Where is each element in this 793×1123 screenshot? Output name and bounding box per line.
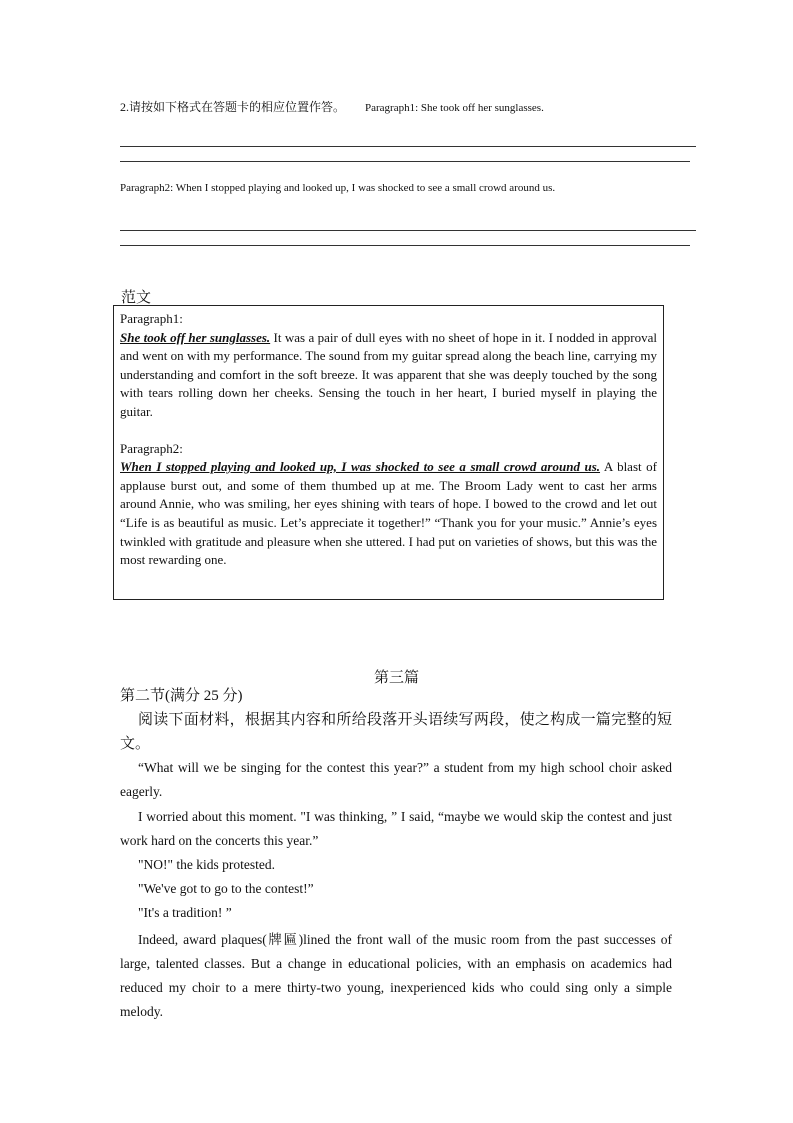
answer-line [120, 146, 696, 147]
model-p1-label: Paragraph1: [120, 311, 183, 326]
model-p2-label: Paragraph2: [120, 440, 183, 456]
part3-title: 第三篇 [373, 670, 419, 686]
story-paragraph: "NO!" the kids protested. [138, 857, 275, 873]
section-heading: 第二节(满分 25 分) [120, 688, 243, 704]
model-p1-lead: She took off her sunglasses. [120, 329, 271, 345]
part3-body [120, 684, 672, 1024]
directions: 阅读下面材料，根据其内容和所给段落开头语续写两段，使之构成一篇完整的短文。 [120, 712, 672, 753]
answer-line [120, 161, 690, 162]
story-paragraph: Indeed, award plaques(牌匾)lined the front wall of the music room from the past successes of large, talented classes. But a change in educational policies, with an emphasis on academics had reduced my choir to a mere thirty-two young, inexperienced kids who could sing only a simple melody. [120, 931, 672, 1020]
model-paragraph-1 [120, 329, 657, 422]
story-paragraph: I worried about this moment. "I was thinking, ” I said, “maybe we would skip the contest and just work hard on the concerts this year.” [120, 808, 672, 848]
story-paragraph: "We've got to go to the contest!” [138, 881, 314, 897]
answer-line [120, 230, 696, 231]
model-p1-body: It was a pair of dull eyes with no sheet of hope in it. I nodded in approval and went on with my performance. The sound from my guitar spread along the beach line, carrying my understanding and comfort in the soft breeze. It was apparent that she was deeply touched by the song with tears rolling down her cheeks. Sensing the touch in her heart, I buried myself in playing the guitar. [120, 329, 657, 419]
model-paragraph-2 [120, 458, 657, 570]
paragraph2-start: Paragraph2: When I stopped playing and looked up, I was shocked to see a small crowd around us. [120, 182, 556, 194]
model-p2-body: A blast of applause burst out, and some of them thumbed up at me. The Broom Lady went to cast her arms around Annie, who was smiling, her eyes shining with tears of hope. I bowed to the crowd and let out “Life is as beautiful as music. Let’s appreciate it together!” “Thank you for your music.” Annie’s eyes twinkled with gratitude and pleasure when she uttered. I had put on varieties of shows, but this was the most rewarding one. [120, 459, 657, 568]
answer-line [120, 245, 690, 246]
story-paragraph: "It's a tradition! ” [138, 905, 232, 921]
instruction-text: 2.请按如下格式在答题卡的相应位置作答。 [120, 100, 346, 114]
answer-instruction [120, 98, 544, 115]
paragraph1-start: Paragraph1: She took off her sunglasses. [365, 102, 544, 114]
story-paragraph: “What will we be singing for the contest this year?” a student from my high school choir asked eagerly. [120, 760, 672, 800]
model-essay-box [113, 305, 664, 600]
model-p2-lead: When I stopped playing and looked up, I was shocked to see a small crowd around us. [120, 459, 601, 475]
model-essay-heading: 范文 [121, 290, 152, 306]
